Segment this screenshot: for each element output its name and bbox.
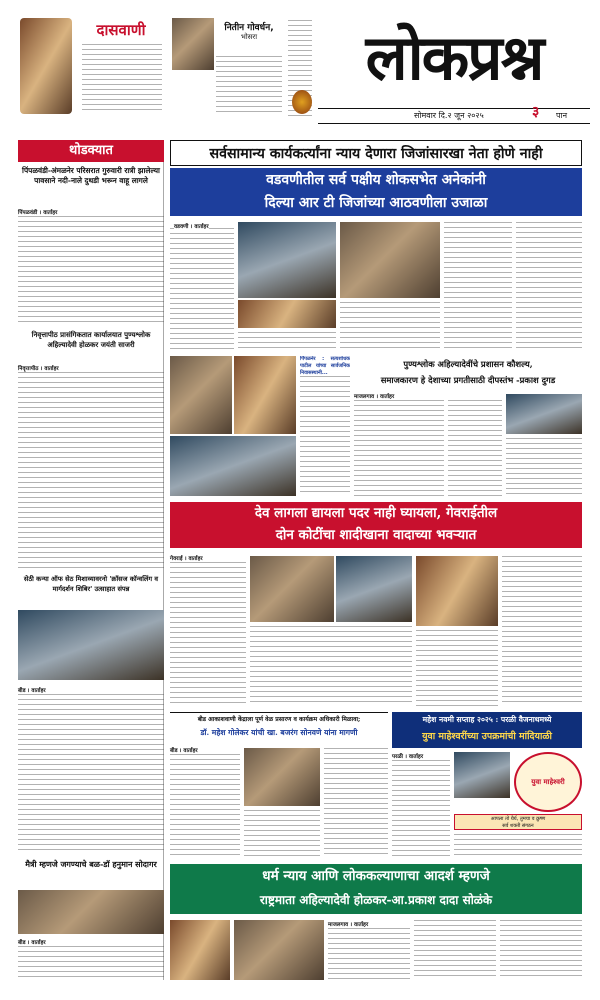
bottom-photo-2 bbox=[234, 920, 324, 980]
story3-dateline: बीड । वार्ताहर bbox=[18, 688, 46, 694]
ad-text-2 bbox=[216, 56, 282, 116]
collage-photo-3 bbox=[170, 436, 296, 496]
story1-body bbox=[18, 216, 164, 324]
story-c-body-3 bbox=[416, 630, 498, 706]
story-b-headline-2: समाजकारण हे देशाच्या प्रगतीसाठी दीपस्तंभ -प्रकाश दुगड bbox=[380, 375, 556, 385]
ad-box bbox=[76, 20, 166, 116]
story3-body bbox=[18, 694, 164, 854]
ad-contact-name: नितीन गोवर्धन, bbox=[224, 23, 274, 33]
story-c-photo-1 bbox=[250, 556, 334, 622]
lead-headline-banner bbox=[170, 168, 582, 216]
photo-caption-box bbox=[300, 356, 350, 496]
lead-headline-1: सर्वसामान्य कार्यकर्त्यांना न्याय देणारा जिजांसारखा नेता होणे नाही bbox=[170, 140, 582, 166]
story-e-photo bbox=[454, 752, 510, 798]
story-c-body-2 bbox=[250, 626, 412, 706]
story-d-head bbox=[170, 712, 388, 742]
story-b-head bbox=[354, 356, 582, 390]
story-d-headline-2: डॉ. महेश गोलेकर यांची खा. बजरंग सोनवणे यांना मागणी bbox=[200, 728, 358, 737]
ad-contact-place: भोसरा bbox=[240, 33, 258, 41]
ad-contact bbox=[214, 20, 284, 50]
story-e-ad bbox=[454, 814, 582, 830]
story4-body bbox=[18, 946, 164, 978]
sidebar-title: थोडक्यात bbox=[18, 140, 164, 162]
lead-headline-2a: वडवणीतील सर्व पक्षीय शोकसभेत अनेकांनी bbox=[266, 172, 486, 188]
date-strip bbox=[318, 104, 590, 124]
ad-photo-person bbox=[172, 18, 214, 70]
masthead bbox=[0, 0, 600, 130]
ad-text bbox=[82, 44, 162, 114]
story-e-dateline: परळी । वार्ताहर bbox=[392, 754, 424, 760]
page-number: ३ bbox=[532, 104, 540, 120]
story-e-ad-line-2: सर्व शक्ती संगठन bbox=[502, 823, 534, 829]
story4-dateline: बीड । वार्ताहर bbox=[18, 940, 46, 946]
story2-headline: निवृत्तापीठ प्रासंगिकतात कार्यालयात पुण्यश्लोक अहिल्यादेवी होळकर जयंती साजरी bbox=[31, 330, 151, 349]
bottom-body-1 bbox=[328, 928, 410, 980]
collage-photo-1 bbox=[170, 356, 232, 434]
story-e-headline-2: युवा माहेश्वरींच्या उपक्रमांची मांदियाळी bbox=[422, 731, 552, 742]
lead-body-col3 bbox=[340, 302, 440, 350]
bottom-headline-1: धर्म न्याय आणि लोककल्याणाचा आदर्श म्हणजे bbox=[262, 868, 490, 884]
lead-dateline: वडवणी । वार्ताहर bbox=[174, 224, 209, 230]
story1-headline: पिंपळवंडी-अंमळनेर परिसरात गुरुवारी रात्री झालेल्या पावसाने नदी-नाले दुथडी भरून वाहू लागले bbox=[22, 166, 160, 185]
bottom-body-2 bbox=[414, 920, 496, 980]
story-e-banner bbox=[392, 712, 582, 748]
lead-photo-3 bbox=[238, 300, 336, 328]
story-c-body-1 bbox=[170, 562, 246, 706]
story1-dateline: पिंपळवंडी । वार्ताहर bbox=[18, 210, 58, 216]
story-b-dateline: माजलगाव । वार्ताहर bbox=[354, 394, 395, 400]
story2-dateline: निवृत्तापीठ । वार्ताहर bbox=[18, 366, 59, 372]
story4-photo bbox=[18, 890, 164, 934]
collage-photo-2 bbox=[234, 356, 296, 434]
bottom-banner bbox=[170, 864, 582, 914]
story-d-body-2 bbox=[244, 810, 320, 858]
story-b-body-1 bbox=[354, 400, 444, 496]
lead-photo-1 bbox=[238, 222, 336, 298]
lead-body-col1 bbox=[170, 228, 234, 350]
story-b-photo bbox=[506, 394, 582, 434]
lead-body-col4 bbox=[444, 222, 512, 350]
lead-headline-2b: दिल्या आर टी जिजांच्या आठवणीला उजाळा bbox=[264, 195, 488, 211]
story-c-headline-2: दोन कोटींचा शादीखाना वादाच्या भवऱ्यात bbox=[275, 527, 477, 543]
story4-headline: मैत्री म्हणजे जगण्याचे बळ-डॉ हनुमान सोदागर bbox=[25, 859, 157, 869]
story-b-headline-1: पुण्यश्लोक अहिल्यादेवींचे प्रशासन कौशल्य, bbox=[403, 359, 533, 369]
story3-headline: सेठी कन्या ऑफ सेठ मिशाव्यावरनो 'क्रॉसज कॉन्वलिंग व मार्गदर्शन शिबिर' उत्साहात संपन्न bbox=[23, 575, 159, 593]
lead-photo-2 bbox=[340, 222, 440, 298]
date-line: सोमवार दि.२ जून २०२५ bbox=[414, 111, 484, 120]
story2-body bbox=[18, 372, 164, 568]
bottom-dateline: माजलगाव । वार्ताहर bbox=[328, 922, 369, 928]
story-e-logo-text: युवा माहेश्वरी bbox=[531, 778, 565, 786]
photo-caption: पिंपळनेर : सत्यशोधक पाटील यांच्या सार्वजनिक निवासस्थानी... bbox=[300, 356, 350, 376]
story-d-dateline: बीड । वार्ताहर bbox=[170, 748, 198, 754]
story3-photo bbox=[18, 610, 164, 680]
sidebar bbox=[18, 140, 164, 980]
story-e-body-1 bbox=[392, 760, 450, 858]
story-e-headline-1: महेश नवमी सप्ताह २०२५ : परळी वैजनाथमध्ये bbox=[422, 715, 552, 724]
ad-photo-saint bbox=[20, 18, 72, 114]
story-c-photo-2 bbox=[336, 556, 412, 622]
story-c-dateline: गेवराई । वार्ताहर bbox=[170, 556, 203, 562]
story-b-body-3 bbox=[506, 438, 582, 496]
story-c-banner bbox=[170, 502, 582, 548]
story-c-body-4 bbox=[502, 556, 582, 706]
story-e-ad-line-1: आपला तो धैर्य, तुमचा व क्रुष्ण bbox=[490, 816, 546, 822]
ad-title: दासवाणी bbox=[96, 21, 146, 39]
story-c-headline-1: देव लागला द्यायला पदर नाही घ्यायला, गेवराईतील bbox=[254, 505, 498, 521]
lead-body-col2 bbox=[238, 332, 336, 350]
story-d-headline-1: बीड आकाशवाणी केंद्राला पूर्ण वेळ प्रसारण व कार्यक्रम अधिकारी मिळावा; bbox=[197, 716, 361, 723]
photo-caption-body bbox=[300, 376, 350, 494]
story-d-body-3 bbox=[324, 748, 388, 858]
ad-flowers bbox=[292, 90, 312, 114]
paper-name: लोकप्रश्न bbox=[365, 21, 543, 94]
bottom-photo-1 bbox=[170, 920, 230, 980]
page-label: पान bbox=[556, 111, 568, 120]
story-c-photo-3 bbox=[416, 556, 498, 626]
bottom-body-3 bbox=[500, 920, 582, 980]
story-e-body-2 bbox=[454, 834, 582, 858]
story-d-photo bbox=[244, 748, 320, 806]
story-b-body-2 bbox=[448, 400, 502, 496]
story-d-body-1 bbox=[170, 754, 240, 858]
bottom-headline-2: राष्ट्रमाता अहिल्यादेवी होळकर-आ.प्रकाश दादा सोळंके bbox=[259, 893, 493, 907]
lead-body-col5 bbox=[516, 222, 582, 350]
story-e-logo bbox=[514, 752, 582, 812]
